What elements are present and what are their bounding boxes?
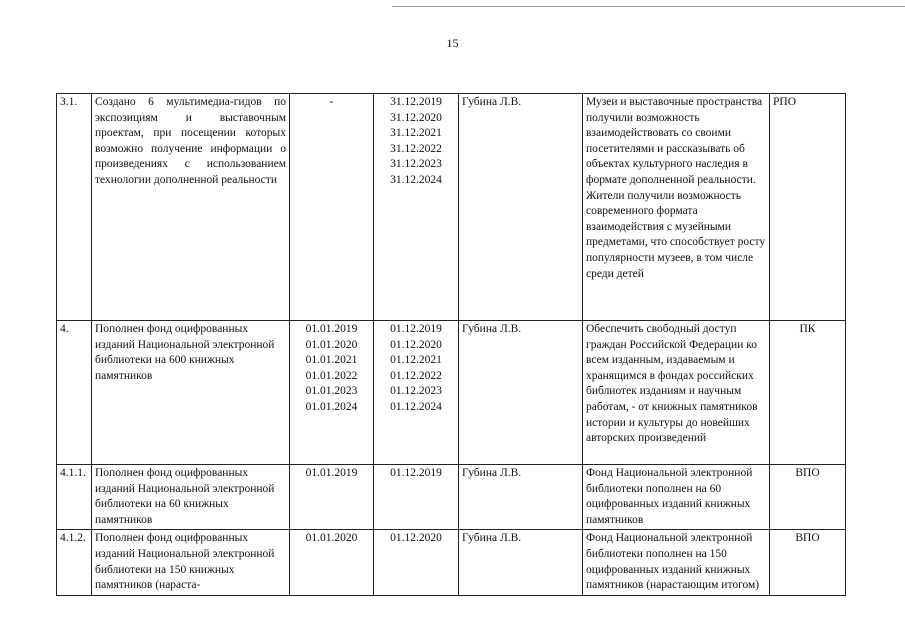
row-type: ВПО — [770, 530, 846, 596]
row-result: Фонд Национальной электронной библиотеки пополнен на 150 оцифрованных изданий книжных памятников (нарастающим итогом) — [583, 530, 770, 596]
end-date: 31.12.2021 — [390, 127, 442, 140]
row-end-dates — [374, 94, 459, 321]
row-number: 4.1.2. — [57, 530, 92, 596]
end-date: 31.12.2020 — [390, 111, 442, 124]
start-date: 01.01.2020 — [305, 532, 358, 545]
row-start-dates — [290, 321, 374, 465]
row-description: Пополнен фонд оцифрованных изданий Национальной электронной библиотеки на 600 книжных памятников — [92, 321, 290, 465]
row-start-dates — [290, 530, 374, 596]
end-date: 31.12.2024 — [390, 173, 442, 186]
row-number: 3.1. — [57, 94, 92, 321]
start-date: 01.01.2023 — [305, 385, 358, 398]
header-rule — [392, 6, 905, 7]
row-description: Пополнен фонд оцифрованных изданий Национальной электронной библиотеки на 60 книжных памятников — [92, 465, 290, 530]
end-date: 01.12.2021 — [390, 354, 442, 367]
row-responsible: Губина Л.В. — [459, 530, 583, 596]
start-date: 01.01.2024 — [305, 400, 358, 413]
end-date: 01.12.2020 — [390, 338, 442, 351]
row-result: Фонд Национальной электронной библиотеки пополнен на 60 оцифрованных изданий книжных памятников — [583, 465, 770, 530]
end-date: 01.12.2023 — [390, 385, 442, 398]
row-description: Создано 6 мультимедиа-гидов по экспозициям и выставочным проектам, при посещении которых возможно получение информации о произведениях с использованием технологии дополненной реальности — [92, 94, 290, 321]
row-number: 4.1.1. — [57, 465, 92, 530]
row-type: ПК — [770, 321, 846, 465]
end-date: 01.12.2019 — [390, 467, 442, 479]
table-row — [57, 321, 846, 465]
end-date: 31.12.2023 — [390, 158, 442, 171]
row-responsible: Губина Л.В. — [459, 94, 583, 321]
row-responsible: Губина Л.В. — [459, 465, 583, 530]
plan-table — [56, 93, 846, 596]
table-row — [57, 94, 846, 321]
row-end-dates — [374, 321, 459, 465]
end-date: 01.12.2020 — [390, 532, 442, 545]
start-date: - — [329, 96, 334, 108]
end-date: 31.12.2019 — [390, 96, 442, 108]
row-start-dates — [290, 465, 374, 530]
table-row — [57, 530, 846, 596]
start-date: 01.01.2019 — [305, 323, 358, 335]
end-date: 01.12.2019 — [390, 323, 442, 335]
row-result: Обеспечить свободный доступ граждан Российской Федерации ко всем изданным, издаваемым и хранящимся в фондах российских библиотек изданиям и научным работам, - от книжных памятников истории и культуры до новейших авторских произведений — [583, 321, 770, 465]
row-end-dates — [374, 530, 459, 596]
table-row — [57, 465, 846, 530]
start-date: 01.01.2022 — [305, 369, 358, 382]
page-number: 15 — [446, 36, 459, 50]
row-description: Пополнен фонд оцифрованных изданий Национальной электронной библиотеки на 150 книжных памятников (нараста- — [92, 530, 290, 596]
end-date: 01.12.2024 — [390, 400, 442, 413]
end-date: 31.12.2022 — [390, 142, 442, 155]
start-date: 01.01.2019 — [305, 467, 358, 479]
row-type: ВПО — [770, 465, 846, 530]
row-responsible: Губина Л.В. — [459, 321, 583, 465]
row-end-dates — [374, 465, 459, 530]
row-result: Музеи и выставочные пространства получили возможность взаимодействовать со своими посетителями и рассказывать об объектах культурного наследия в формате дополненной реальности. Жители получили возможность современного формата взаимодействия с музейными предметами, что способствует росту популярности музеев, в том числе среди детей — [583, 94, 770, 321]
row-type: РПО — [770, 94, 846, 321]
row-number: 4. — [57, 321, 92, 465]
end-date: 01.12.2022 — [390, 369, 442, 382]
row-start-dates — [290, 94, 374, 321]
start-date: 01.01.2021 — [305, 354, 358, 367]
start-date: 01.01.2020 — [305, 338, 358, 351]
